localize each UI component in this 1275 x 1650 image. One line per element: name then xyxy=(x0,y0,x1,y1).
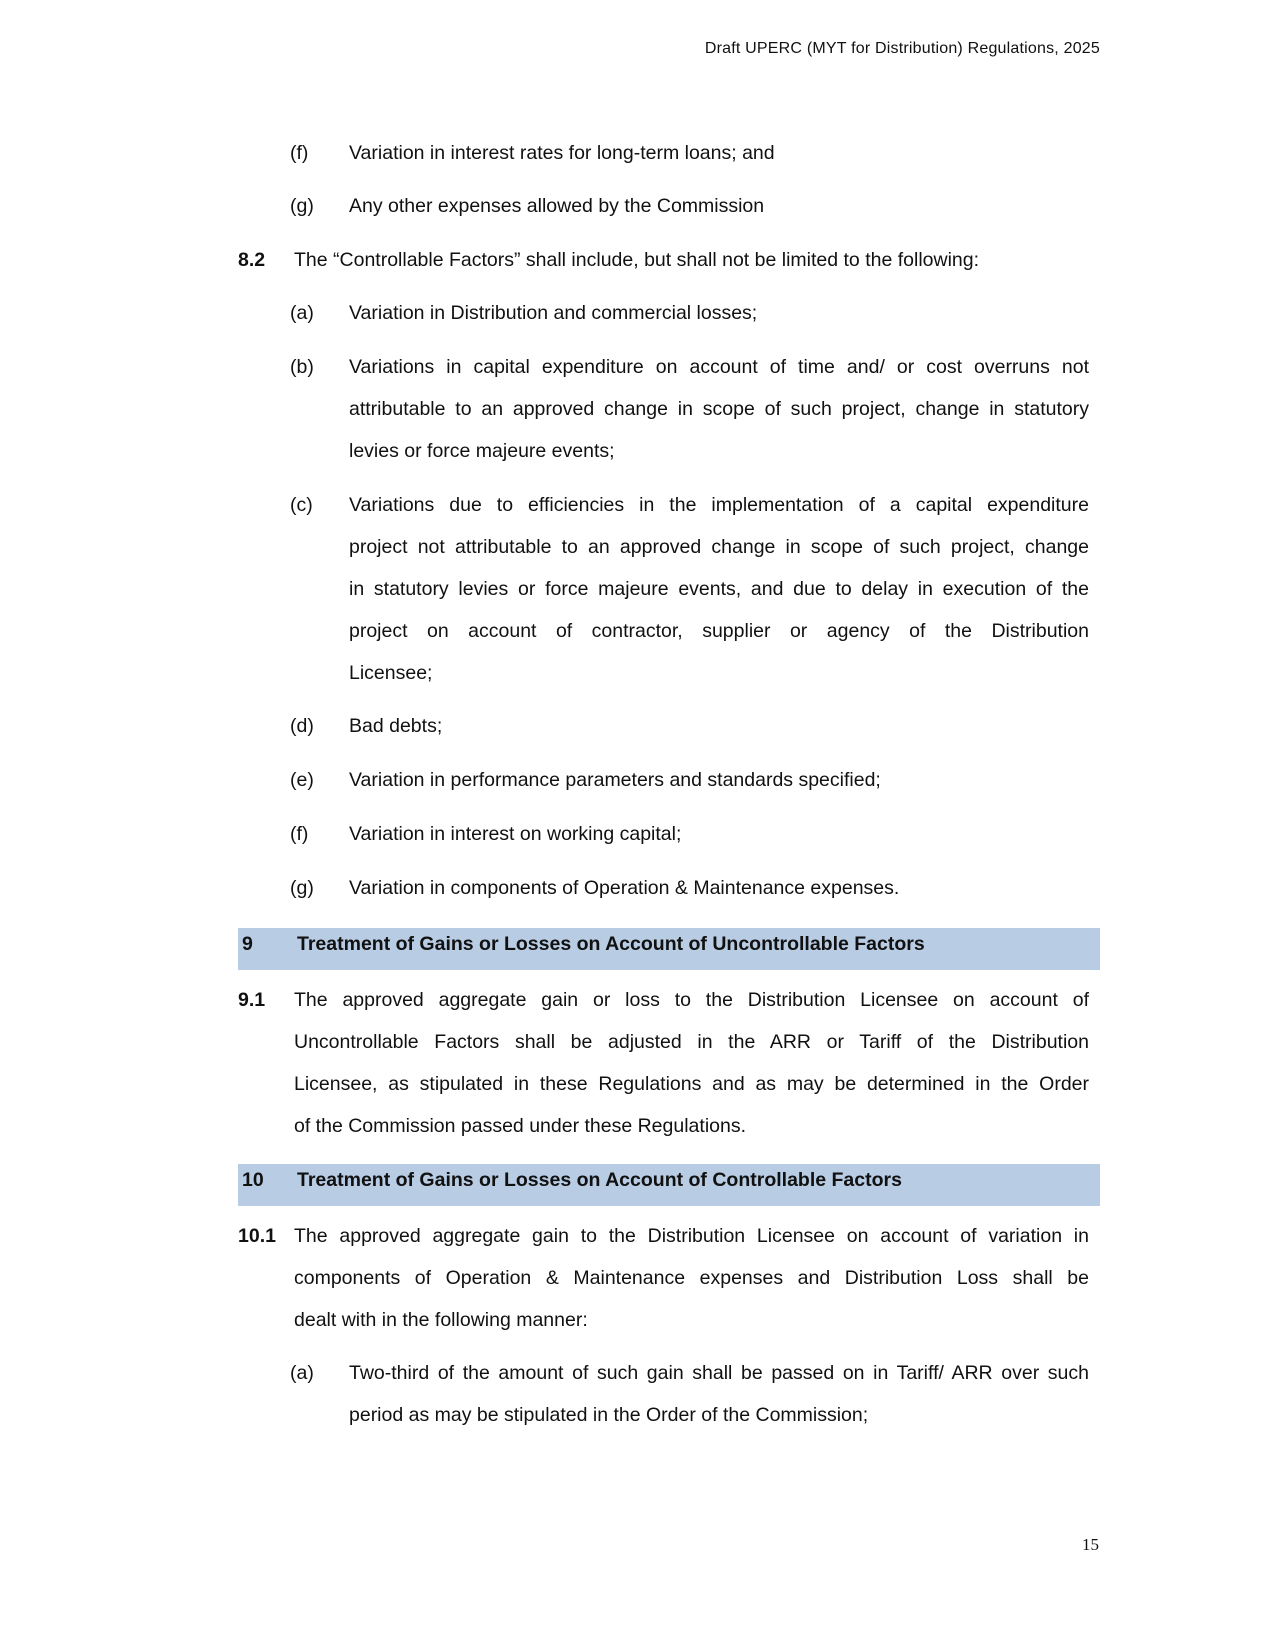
item-marker: (g) xyxy=(290,877,314,899)
clause-text-line: components of Operation & Maintenance expenses and Distribution Loss shall be xyxy=(294,1267,1089,1289)
clause-text-line: Uncontrollable Factors shall be adjusted in the ARR or Tariff of the Distribution xyxy=(294,1031,1089,1053)
clause-text-line: Licensee, as stipulated in these Regulations and as may be determined in the Order xyxy=(294,1073,1089,1095)
item-text-line: project on account of contractor, supplier or agency of the Distribution xyxy=(349,620,1089,642)
item-text: Variation in performance parameters and standards specified; xyxy=(349,769,881,791)
clause-number: 8.2 xyxy=(238,249,266,271)
item-marker: (a) xyxy=(290,302,314,324)
section-title: Treatment of Gains or Losses on Account of Uncontrollable Factors xyxy=(297,933,925,955)
item-text-line: levies or force majeure events; xyxy=(349,440,615,462)
clause-text: The “Controllable Factors” shall include, but shall not be limited to the following: xyxy=(294,249,980,271)
section-title: Treatment of Gains or Losses on Account of Controllable Factors xyxy=(297,1169,902,1191)
item-marker: (d) xyxy=(290,715,314,737)
clause-number: 9.1 xyxy=(238,989,266,1011)
item-marker: (f) xyxy=(290,823,309,845)
item-text-line: Two-third of the amount of such gain shall be passed on in Tariff/ ARR over such xyxy=(349,1362,1089,1384)
item-marker: (b) xyxy=(290,356,314,378)
section-number: 10 xyxy=(242,1169,264,1191)
clause-number: 10.1 xyxy=(238,1225,276,1247)
item-marker: (f) xyxy=(290,142,309,164)
item-text-line: period as may be stipulated in the Order of the Commission; xyxy=(349,1404,869,1426)
section-heading-band xyxy=(238,1164,1100,1206)
item-marker: (a) xyxy=(290,1362,314,1384)
item-marker: (e) xyxy=(290,769,314,791)
item-marker: (c) xyxy=(290,494,313,516)
item-text-line: in statutory levies or force majeure events, and due to delay in execution of the xyxy=(349,578,1089,600)
item-marker: (g) xyxy=(290,195,314,217)
clause-text-line: The approved aggregate gain or loss to the Distribution Licensee on account of xyxy=(294,989,1089,1011)
clause-text-line: dealt with in the following manner: xyxy=(294,1309,588,1331)
item-text-line: Variations in capital expenditure on account of time and/ or cost overruns not xyxy=(349,356,1089,378)
clause-text-line: The approved aggregate gain to the Distribution Licensee on account of variation in xyxy=(294,1225,1089,1247)
item-text: Variation in interest rates for long-term loans; and xyxy=(349,142,775,164)
item-text-line: Licensee; xyxy=(349,662,433,684)
running-header: Draft UPERC (MYT for Distribution) Regulations, 2025 xyxy=(704,40,1100,57)
section-heading-band xyxy=(238,928,1100,970)
clause-text-line: of the Commission passed under these Regulations. xyxy=(294,1115,747,1137)
section-number: 9 xyxy=(242,933,253,955)
item-text: Variation in Distribution and commercial losses; xyxy=(349,302,758,324)
item-text: Any other expenses allowed by the Commission xyxy=(349,195,765,217)
item-text: Variation in interest on working capital; xyxy=(349,823,682,845)
item-text: Variation in components of Operation & Maintenance expenses. xyxy=(349,877,900,899)
item-text-line: Variations due to efficiencies in the implementation of a capital expenditure xyxy=(349,494,1089,516)
item-text: Bad debts; xyxy=(349,715,443,737)
page-number: 15 xyxy=(1082,1535,1099,1554)
item-text-line: project not attributable to an approved change in scope of such project, change xyxy=(349,536,1089,558)
item-text-line: attributable to an approved change in scope of such project, change in statutory xyxy=(349,398,1089,420)
